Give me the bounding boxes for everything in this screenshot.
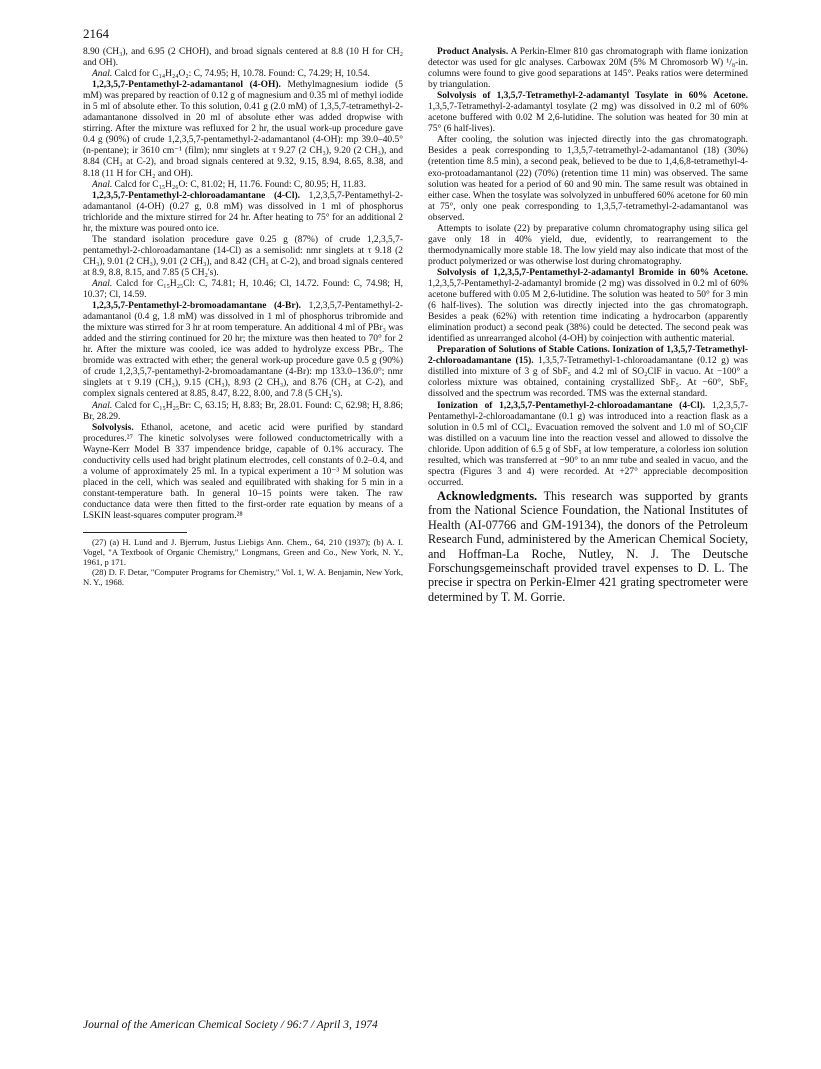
right-column xyxy=(428,47,748,604)
footnote: (28) D. F. Detar, "Computer Programs for Chemistry," Vol. 1, W. A. Benjamin, New York, N. Y., 1968. xyxy=(83,567,403,588)
section-heading: Product Analysis. xyxy=(437,47,509,57)
paragraph xyxy=(83,235,403,279)
paragraph-text: 1,2,3,5,7-Pentamethyl-2-adamantanol (4-OH) (0.27 g, 0.8 mM) was dissolved in 1 ml of phosphorus trichloride and the mixture stirred for 24 hr. After heating to 75° for an additional 2 hr, the mixture was poured onto ice. xyxy=(83,190,403,234)
paragraph xyxy=(428,268,748,345)
section-heading: Solvolysis of 1,3,5,7-Tetramethyl-2-adamantyl Tosylate in 60% Acetone. xyxy=(437,91,748,102)
paragraph xyxy=(428,345,748,400)
paragraph-text: Attempts to isolate (22) by preparative column chromatography using silica gel gave only 18 in 40% yield, due, evidently, to rearrangement to the thermodynamically more stable 18. The low yield may also indicate that most of the product polymerized or was otherwise lost during chromatography. xyxy=(428,223,748,267)
footnote-divider xyxy=(83,532,187,533)
paragraph xyxy=(83,301,403,400)
section-heading: 1,2,3,5,7-Pentamethyl-2-bromoadamantane (4-Br). xyxy=(92,301,302,312)
paragraph xyxy=(428,91,748,135)
acknowledgments xyxy=(428,489,748,604)
paragraph-text: Calcd for C₁₅H₂₅Br: C, 63.15; H, 8.83; Br, 28.01. Found: C, 62.98; H, 8.86; Br, 28.29. xyxy=(83,400,403,422)
section-heading: Preparation of Solutions of Stable Cations. Ionization of 1,3,5,7-Tetramethyl-2-chloroadamantane (15). xyxy=(428,345,748,367)
paragraph-text: 1,3,5,7-Tetramethyl-1-chloroadamantane (0.12 g) was distilled into mixture of 3 g of SbF₅ and 4.2 ml of SO₂ClF in vacuo. At −100° a colorless mixture was obtained, containing crystallized SbF₅. At −60°, SbF₅ dissolved and the spectrum was recorded. TMS was the external standard. xyxy=(428,356,748,400)
page-number: 2164 xyxy=(83,26,109,41)
section-heading: Solvolysis of 1,2,3,5,7-Pentamethyl-2-adamantyl Bromide in 60% Acetone. xyxy=(437,267,748,278)
paragraph-head: Anal. xyxy=(92,400,113,411)
paragraph xyxy=(428,47,748,91)
paragraph-head: Anal. xyxy=(92,179,113,190)
paragraph-text: 8.90 (CH₃), and 6.95 (2 CHOH), and broad signals centered at 8.8 (10 H for CH₂ and OH). xyxy=(83,47,403,69)
paragraph xyxy=(83,69,403,80)
section-heading: 1,2,3,5,7-Pentamethyl-2-adamantanol (4-OH). xyxy=(92,80,281,91)
paragraph-text: Calcd for C₁₅H₂₅Cl: C, 74.81; H, 10.46; Cl, 14.72. Found: C, 74.98; H, 10.37; Cl, 14.59. xyxy=(83,278,403,301)
paragraph-text: Methylmagnesium iodide (5 mM) was prepared by reaction of 0.12 g of magnesium and 0.35 ml of methyl iodide in 5 ml of absolute ether. To this solution, 0.41 g (2.0 mM) of 1,3,5,7-tetramethyl-2-adamantanone dissolved in 20 ml of absolute ether was added dropwise with stirring. After the mixture was refluxed for 2 hr, the usual work-up procedure gave 0.4 g (90%) of crude 1,2,3,5,7-pentamethyl-2-adamantanol (4-OH): mp 39.0–40.5° (n-pentane); ir 3610 cm⁻¹ (film); nmr singlets at τ 9.27 (2 CH₃), 9.20 (2 CH₃), and 8.84 (CH₃ at C-2), and broad signals centered at 9.32, 9.15, 8.94, 8.65, 8.38, and 8.18 (11 H for CH₂ and OH). xyxy=(83,80,404,179)
paragraph-text: 1,2,3,5,7-Pentamethyl-2-adamantyl bromide (2 mg) was dissolved in 0.2 ml of 60% acetone buffered with 0.05 M 2,6-lutidine. The solution was heated to 50° for 3 min (6 half-lives). The solution was directly injected into the gas chromatograph. Besides a peak (62%) with retention time indicating a hydrocarbon (apparently elimination product) a second peak (38%) could be detected. The second peak was identified as unrearranged alcohol (4-OH) by coinjection with authentic material. xyxy=(428,278,748,345)
journal-footer: Journal of the American Chemical Society / 96:7 / April 3, 1974 xyxy=(83,1019,378,1031)
paragraph-text: 1,2,3,5,7-Pentamethyl-2-chloroadamantane (0.1 g) was introduced into a reaction flask as a solution in 0.5 ml of CCl₄. Evacuation removed the solvent and 1.0 ml of SO₂ClF was distilled on a vacuum line into the reaction vessel and allowed to dissolve the chloride. Upon addition of 6.5 g of SbF₅ at low temperature, a colorless ion solution resulted, which was transferred at −90° to an nmr tube and sealed in vacuo, and the spectra (Figures 3 and 4) were recorded. At +27° appreciable decomposition occurred. xyxy=(428,400,748,488)
paragraph-text: 1,3,5,7-Tetramethyl-2-adamantyl tosylate (2 mg) was dissolved in 0.2 ml of 60% acetone buffered with 0.02 M 2,6-lutidine. The solution was heated for 30 min at 75° (6 half-lives). xyxy=(428,102,748,135)
paragraph-text: 1,2,3,5,7-Pentamethyl-2-adamantanol (0.4 g, 1.8 mM) was dissolved in 1 ml of phosphorus tribromide and the mixture was stirred for 3 hr at room temperature. An additional 4 ml of PBr₃ was added and the stirring continued for 20 hr; the mixture was then heated to 70° for 2 hr. After the mixture was cooled, ice was added to hydrolyze excess PBr₃. The bromide was extracted with ether; the general work-up procedure gave 0.5 g (90%) of crude 1,2,3,5,7-pentamethyl-2-bromoadamantane (4-Br): mp 133.0–136.0°; nmr singlets at τ 9.19 (CH₃), 9.15 (CH₃), 8.93 (2 CH₃), and 8.76 (CH₃ at C-2), and complex signals centered at 8.85, 8.47, 8.22, 8.00, and 7.8 (5 CH₂'s). xyxy=(83,301,403,400)
paragraph-head: Anal. xyxy=(92,278,113,289)
paragraph-text: After cooling, the solution was injected directly into the gas chromatograph. Besides a peak corresponding to 1,3,5,7-tetramethyl-2-adamantanol (18) (30%) (retention time 8.5 min), a second peak, believed to be due to 1,4,6,8-tetramethyl-4-exo-protoadamantanol (22) (70%) (retention time 11 min) was observed. The same solution was heated for a period of 60 and 90 min. The same result was obtained in either case. When the tosylate was solvolyzed in unbuffered 60% acetone for 60 min at 75°, only one peak corresponding to 1,3,5,7-tetramethyl-2-adamantanol was observed. xyxy=(428,135,748,223)
acknowledgments-heading: Acknowledgments. xyxy=(437,488,538,503)
paragraph xyxy=(428,401,748,489)
paragraph-text: Calcd for C₁₅H₂₆O: C, 81.02; H, 11.76. Found: C, 80.95; H, 11.83. xyxy=(112,179,366,190)
section-heading: Ionization of 1,2,3,5,7-Pentamethyl-2-chloroadamantane (4-Cl). xyxy=(437,400,706,411)
section-heading: 1,2,3,5,7-Pentamethyl-2-chloroadamantane (4-Cl). xyxy=(92,190,300,201)
paragraph-text: Calcd for C₁₄H₂₄O₂: C, 74.95; H, 10.78. Found: C, 74.29; H, 10.54. xyxy=(112,69,370,80)
footnote: (27) (a) H. Lund and J. Bjerrum, Justus Liebigs Ann. Chem., 64, 210 (1937); (b) A. I. Vogel, "A Textbook of Organic Chemistry," Longmans, Green and Co., New York, N. Y., 1961, p 171. xyxy=(83,537,403,568)
paragraph xyxy=(83,80,403,179)
paragraph-text: The standard isolation procedure gave 0.25 g (87%) of crude 1,2,3,5,7-pentamethyl-2-chloroadamantane (14-Cl) as a semisolid: nmr singlets at τ 9.18 (2 CH₃), 9.01 (2 CH₃), 9.01 (2 CH₃), and 8.42 (CH₃ at C-2), and broad signals centered at 8.9, 8.8, 8.15, and 7.85 (5 CH₂'s). xyxy=(83,234,403,278)
paragraph xyxy=(83,191,403,235)
paragraph xyxy=(83,401,403,423)
left-column xyxy=(83,47,403,587)
paragraph-text: Ethanol, acetone, and acetic acid were purified by standard procedures.²⁷ The kinetic solvolyses were followed conductometrically with a Wayne-Kerr Model B 337 impendence bridge, capable of 0.1% accuracy. The conductivity cells used had bright platinum electrodes, cell constants of 0.2–0.4, and a volume of approximately 25 ml. In a typical experiment a 10⁻³ M solution was placed in the cell, which was sealed and equilibrated with shaking for 5 min in a constant-temperature bath. In general 10–15 points were taken. The raw conductance data were then fitted to the first-order rate equation by means of a LSKIN least-squares computer program.²⁸ xyxy=(83,422,403,521)
paragraph xyxy=(83,180,403,191)
paragraph-head: Anal. xyxy=(92,69,113,80)
section-heading: Solvolysis. xyxy=(92,422,134,433)
paragraph xyxy=(428,224,748,268)
paragraph xyxy=(83,279,403,301)
paragraph-text: A Perkin-Elmer 810 gas chromatograph with flame ionization detector was used for glc analyses. Carbowax 20M (5% M Chromosorb W) ¹/₈-in. columns were found to give good separations at 145°. Peaks ratios were determined by triangulation. xyxy=(428,47,749,91)
paragraph xyxy=(428,135,748,223)
paragraph xyxy=(83,423,403,522)
paragraph xyxy=(83,47,403,69)
acknowledgments-text: This research was supported by grants from the National Science Foundation, the National Institutes of Health (AI-07766 and GM-19134), the donors of the Petroleum Research Fund, administered by the American Chemical Society, and Hoffman-La Roche, Nutley, N. J. The Deutsche Forschungsgemeinschaft provided travel expenses to D. L. The precise ir spectra on Perkin-Elmer 421 grating spectrometer were determined by T. M. Gorrie. xyxy=(428,488,748,604)
